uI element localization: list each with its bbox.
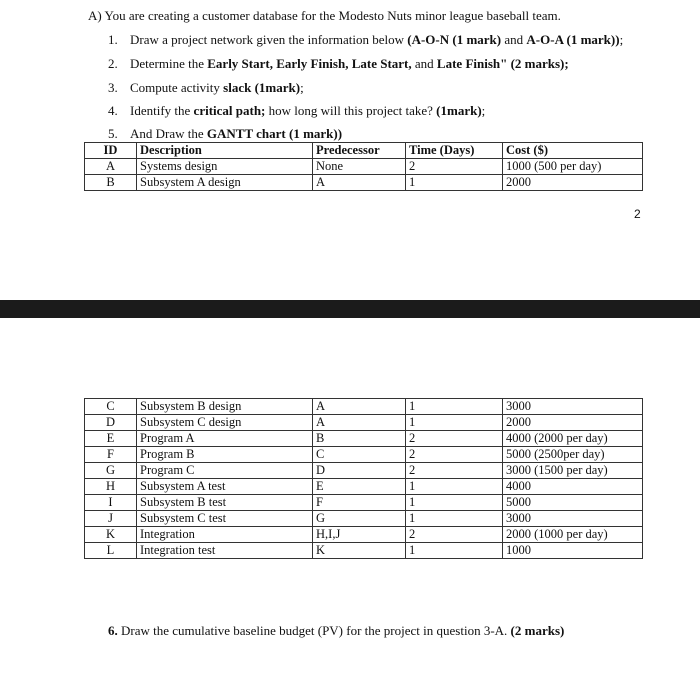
question-6-number: 6. — [108, 623, 118, 638]
cell-description: Integration test — [137, 543, 313, 559]
task-number: 5. — [108, 126, 118, 141]
task-text: Identify the — [130, 103, 194, 118]
header-time: Time (Days) — [406, 143, 503, 159]
task-text: ; — [300, 80, 304, 95]
cell-id: L — [85, 543, 137, 559]
cell-predecessor: E — [313, 479, 406, 495]
cell-predecessor: None — [313, 159, 406, 175]
cell-id: D — [85, 415, 137, 431]
document-page-bottom — [0, 318, 700, 681]
task-text: how long will this project take? — [265, 103, 437, 118]
task-bold: (A-O-N (1 mark) — [407, 32, 502, 47]
page-break — [0, 300, 700, 318]
cell-cost: 3000 — [503, 399, 643, 415]
cell-cost: 3000 (1500 per day) — [503, 463, 643, 479]
cell-time: 1 — [406, 543, 503, 559]
cell-cost: 2000 (1000 per day) — [503, 527, 643, 543]
cell-predecessor: K — [313, 543, 406, 559]
cell-predecessor: B — [313, 431, 406, 447]
cell-predecessor: A — [313, 175, 406, 191]
table-row — [85, 431, 643, 447]
cell-description: Program B — [137, 447, 313, 463]
document-page-top — [0, 0, 700, 300]
table-row — [85, 511, 643, 527]
task-text: ; — [481, 103, 486, 118]
cell-description: Subsystem B test — [137, 495, 313, 511]
task-bold: slack (1mark) — [223, 80, 301, 95]
cell-predecessor: H,I,J — [313, 527, 406, 543]
cell-description: Subsystem A design — [137, 175, 313, 191]
cell-time: 1 — [406, 175, 503, 191]
task-text: Determine the — [130, 56, 208, 71]
page-number: 2 — [634, 207, 641, 221]
cell-predecessor: A — [313, 415, 406, 431]
cell-cost: 1000 — [503, 543, 643, 559]
cell-description: Subsystem B design — [137, 399, 313, 415]
cell-predecessor: A — [313, 399, 406, 415]
table-row — [85, 415, 643, 431]
task-text: Draw a project network given the information below — [130, 32, 408, 47]
cell-predecessor: C — [313, 447, 406, 463]
cell-time: 1 — [406, 399, 503, 415]
task-text: and — [501, 32, 527, 47]
cell-id: B — [85, 175, 137, 191]
cell-id: G — [85, 463, 137, 479]
cell-cost: 5000 — [503, 495, 643, 511]
header-cost: Cost ($) — [503, 143, 643, 159]
task-text: And Draw the — [130, 126, 207, 141]
cell-time: 2 — [406, 463, 503, 479]
cell-id: C — [85, 399, 137, 415]
task-number: 3. — [108, 80, 118, 95]
question-6-text: Draw the cumulative baseline budget (PV) for the project in question 3-A. — [121, 623, 511, 638]
table-row — [85, 447, 643, 463]
cell-cost: 5000 (2500per day) — [503, 447, 643, 463]
table-row — [85, 527, 643, 543]
task-text: ; — [619, 32, 624, 47]
table-row — [85, 463, 643, 479]
table-row — [85, 479, 643, 495]
table-row — [85, 175, 643, 191]
cell-time: 1 — [406, 495, 503, 511]
task-bold: Late Finish" (2 marks); — [436, 56, 569, 71]
cell-id: J — [85, 511, 137, 527]
cell-description: Subsystem C design — [137, 415, 313, 431]
cell-description: Program A — [137, 431, 313, 447]
task-item — [108, 80, 304, 96]
cell-time: 2 — [406, 159, 503, 175]
cell-id: I — [85, 495, 137, 511]
header-id: ID — [85, 143, 137, 159]
task-item — [108, 126, 342, 142]
cell-cost: 3000 — [503, 511, 643, 527]
task-number: 2. — [108, 56, 118, 71]
header-description: Description — [137, 143, 313, 159]
question-6-marks: (2 marks) — [510, 623, 565, 638]
cell-id: K — [85, 527, 137, 543]
cell-description: Subsystem A test — [137, 479, 313, 495]
cell-description: Integration — [137, 527, 313, 543]
cell-time: 1 — [406, 479, 503, 495]
task-item — [108, 32, 623, 48]
table-row — [85, 543, 643, 559]
cell-predecessor: G — [313, 511, 406, 527]
cell-id: A — [85, 159, 137, 175]
cell-description: Systems design — [137, 159, 313, 175]
cell-time: 2 — [406, 431, 503, 447]
table-row — [85, 495, 643, 511]
task-bold: GANTT chart (1 mark)) — [206, 126, 343, 141]
task-text: Compute activity — [130, 80, 224, 95]
activity-table-bottom — [84, 398, 643, 559]
table-row — [85, 399, 643, 415]
cell-cost: 1000 (500 per day) — [503, 159, 643, 175]
task-bold: critical path; — [193, 103, 266, 118]
task-number: 1. — [108, 32, 118, 47]
table-header-row — [85, 143, 643, 159]
task-bold: Early Start, Early Finish, Late Start, — [207, 56, 412, 71]
task-text: and — [411, 56, 437, 71]
cell-id: H — [85, 479, 137, 495]
cell-predecessor: F — [313, 495, 406, 511]
cell-predecessor: D — [313, 463, 406, 479]
task-item — [108, 103, 485, 119]
question-6 — [108, 623, 564, 639]
cell-description: Program C — [137, 463, 313, 479]
task-bold: (1mark) — [436, 103, 482, 118]
header-predecessor: Predecessor — [313, 143, 406, 159]
cell-cost: 4000 — [503, 479, 643, 495]
cell-time: 1 — [406, 415, 503, 431]
cell-description: Subsystem C test — [137, 511, 313, 527]
activity-table-top — [84, 142, 643, 191]
task-item — [108, 56, 569, 72]
cell-cost: 4000 (2000 per day) — [503, 431, 643, 447]
cell-id: F — [85, 447, 137, 463]
cell-id: E — [85, 431, 137, 447]
cell-time: 1 — [406, 511, 503, 527]
cell-time: 2 — [406, 527, 503, 543]
cell-cost: 2000 — [503, 415, 643, 431]
table-row — [85, 159, 643, 175]
intro-text: A) You are creating a customer database for the Modesto Nuts minor league baseball team. — [88, 8, 561, 23]
cell-time: 2 — [406, 447, 503, 463]
cell-cost: 2000 — [503, 175, 643, 191]
task-number: 4. — [108, 103, 118, 118]
task-bold: A-O-A (1 mark)) — [526, 32, 620, 47]
